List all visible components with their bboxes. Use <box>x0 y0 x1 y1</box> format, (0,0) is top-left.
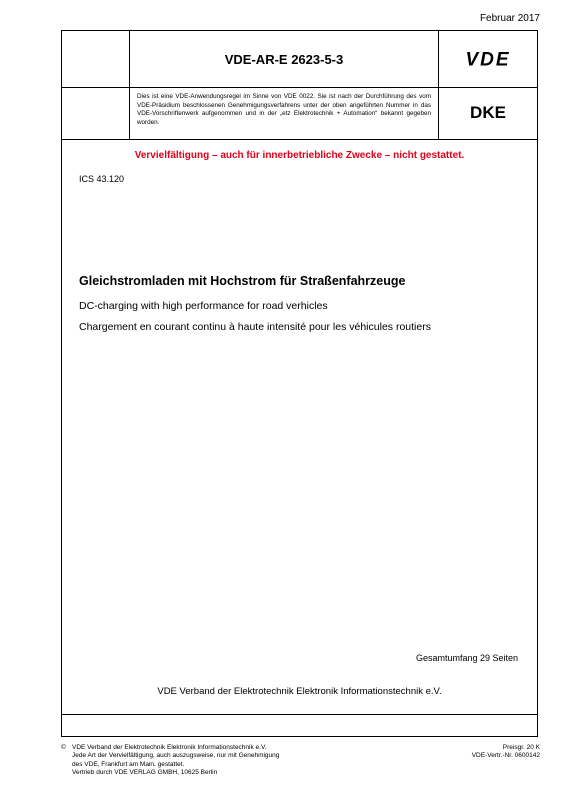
footer-separator <box>62 714 537 715</box>
copyright-block <box>61 744 279 777</box>
title-german: Gleichstromladen mit Hochstrom für Straßenfahrzeuge <box>79 274 406 288</box>
copyright-line: des VDE, Frankfurt am Main, gestattet. <box>72 760 185 768</box>
title-page-frame <box>61 30 538 737</box>
order-info <box>472 744 540 761</box>
divider <box>129 87 130 139</box>
publisher: VDE Verband der Elektrotechnik Elektronik Informationstechnik e.V. <box>157 686 442 697</box>
adoption-notice: Dies ist eine VDE-Anwendungsregel im Sinne von VDE 0022. Sie ist nach der Durchführung des vom VDE-Präsidium beschlossenen Genehmigungsverfahrens unter der oben angeführten Nummer in das VDE-Vorschriftenwerk aufgenommen und in der „etz Elektrotechnik + Automation“ bekannt gegeben worden. <box>137 93 431 126</box>
price-group: Preisgr. 20 K <box>502 744 540 751</box>
vde-logo-mark <box>452 49 524 69</box>
reproduction-warning: Vervielfältigung – auch für innerbetriebliche Zwecke – nicht gestattet. <box>134 150 465 161</box>
title-french: Chargement en courant continu à haute intensité pour les véhicules routiers <box>79 321 431 333</box>
vde-logo <box>439 31 537 87</box>
dke-label: DKE <box>470 103 506 122</box>
publication-date: Februar 2017 <box>479 13 540 24</box>
copyright-line: © VDE Verband der Elektrotechnik Elektronik Informationstechnik e.V. <box>61 744 267 751</box>
title-english: DC-charging with high performance for road verhicles <box>79 300 328 312</box>
header-row <box>62 31 537 88</box>
copyright-line: Vertrieb durch VDE VERLAG GMBH, 10625 Berlin <box>72 768 218 776</box>
order-number: VDE-Vertr.-Nr. 0600142 <box>471 752 540 760</box>
copyright-line: Jede Art der Vervielfältigung, auch auszugsweise, nur mit Genehmigung <box>72 752 280 760</box>
vde-logo-text: VDE <box>465 49 511 69</box>
copyright-symbol: © <box>61 744 66 751</box>
notice-row <box>62 87 537 140</box>
ics-code: ICS 43.120 <box>79 174 125 184</box>
total-pages: Gesamtumfang 29 Seiten <box>415 653 518 663</box>
standard-number: VDE-AR-E 2623-5-3 <box>224 51 344 67</box>
